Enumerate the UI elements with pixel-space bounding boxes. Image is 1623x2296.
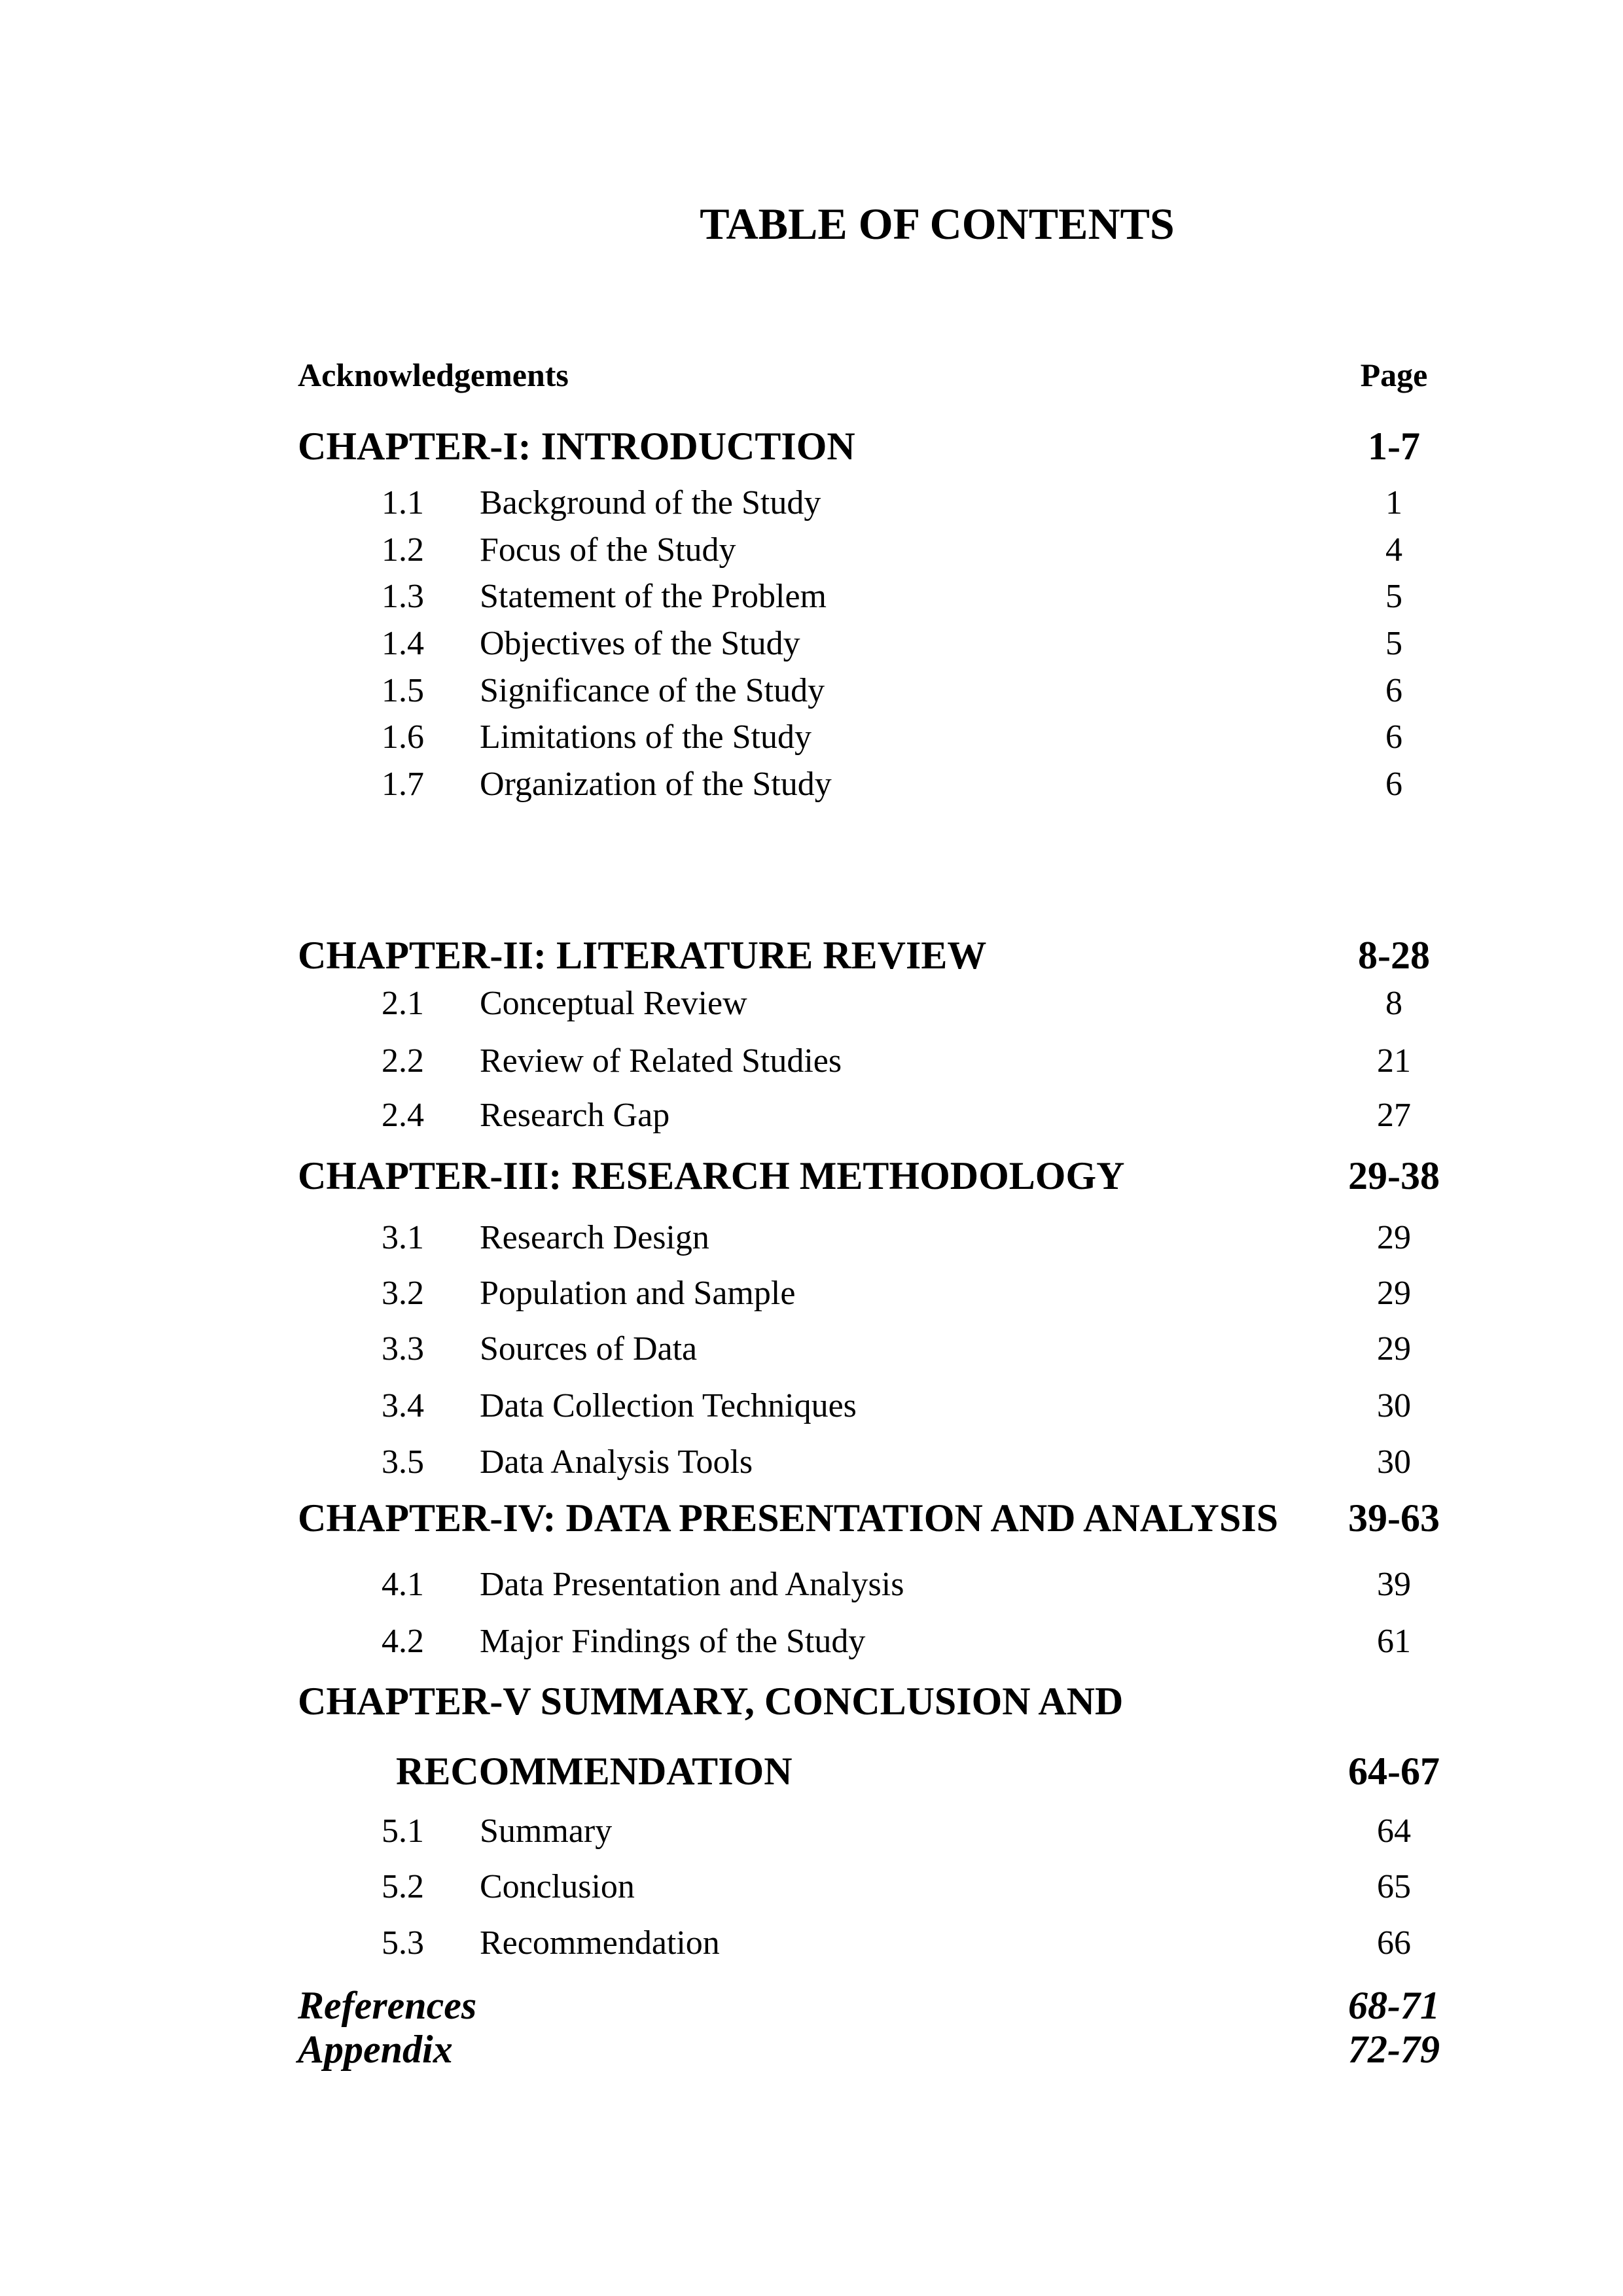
back-matter-title: References (298, 1984, 477, 2027)
item-number: 5.3 (382, 1924, 424, 1962)
item-title: Conceptual Review (480, 985, 747, 1022)
item-page: 30 (1377, 1387, 1411, 1424)
item-title: Significance of the Study (480, 672, 825, 709)
item-title: Summary (480, 1812, 613, 1850)
item-title: Population and Sample (480, 1275, 796, 1312)
item-number: 2.2 (382, 1042, 424, 1080)
acknowledgements-label: Acknowledgements (298, 357, 569, 393)
chapter-heading: CHAPTER-I: INTRODUCTION (298, 425, 855, 468)
item-number: 3.5 (382, 1443, 424, 1481)
item-title: Background of the Study (480, 484, 821, 521)
back-matter-page-range: 68-71 (1348, 1984, 1440, 2027)
chapter-page-range: 29-38 (1348, 1154, 1440, 1197)
item-page: 39 (1377, 1566, 1411, 1603)
chapter-page-range: 39-63 (1348, 1496, 1440, 1540)
item-page: 29 (1377, 1275, 1411, 1312)
item-number: 1.4 (382, 625, 424, 662)
chapter-page-range: 64-67 (1348, 1750, 1440, 1793)
item-number: 3.2 (382, 1275, 424, 1312)
item-number: 4.2 (382, 1623, 424, 1660)
item-title: Objectives of the Study (480, 625, 800, 662)
item-page: 30 (1377, 1443, 1411, 1481)
item-page: 6 (1385, 766, 1402, 803)
item-title: Limitations of the Study (480, 718, 812, 756)
item-page: 27 (1377, 1097, 1411, 1134)
item-title: Data Presentation and Analysis (480, 1566, 904, 1603)
item-number: 2.4 (382, 1097, 424, 1134)
item-title: Organization of the Study (480, 766, 832, 803)
item-number: 1.1 (382, 484, 424, 521)
chapter-heading: CHAPTER-V SUMMARY, CONCLUSION AND (298, 1680, 1124, 1723)
item-number: 1.5 (382, 672, 424, 709)
item-page: 5 (1385, 578, 1402, 615)
item-number: 2.1 (382, 985, 424, 1022)
item-title: Data Analysis Tools (480, 1443, 753, 1481)
item-number: 1.6 (382, 718, 424, 756)
item-number: 1.2 (382, 531, 424, 569)
item-title: Conclusion (480, 1868, 635, 1905)
item-page: 61 (1377, 1623, 1411, 1660)
item-page: 65 (1377, 1868, 1411, 1905)
item-number: 5.1 (382, 1812, 424, 1850)
item-title: Recommendation (480, 1924, 720, 1962)
chapter-heading: CHAPTER-III: RESEARCH METHODOLOGY (298, 1154, 1125, 1197)
item-title: Research Gap (480, 1097, 670, 1134)
item-page: 29 (1377, 1330, 1411, 1368)
item-number: 3.3 (382, 1330, 424, 1368)
page-column-header: Page (1360, 357, 1428, 393)
item-page: 6 (1385, 672, 1402, 709)
chapter-page-range: 8-28 (1358, 934, 1430, 977)
back-matter-page-range: 72-79 (1348, 2028, 1440, 2071)
item-title: Statement of the Problem (480, 578, 827, 615)
chapter-heading: CHAPTER-II: LITERATURE REVIEW (298, 934, 987, 977)
chapter-heading: CHAPTER-IV: DATA PRESENTATION AND ANALYSIS (298, 1496, 1279, 1540)
item-title: Review of Related Studies (480, 1042, 842, 1080)
item-page: 64 (1377, 1812, 1411, 1850)
item-page: 6 (1385, 718, 1402, 756)
item-title: Sources of Data (480, 1330, 698, 1368)
item-number: 3.1 (382, 1219, 424, 1256)
item-title: Data Collection Techniques (480, 1387, 857, 1424)
item-page: 8 (1385, 985, 1402, 1022)
item-title: Major Findings of the Study (480, 1623, 866, 1660)
item-page: 29 (1377, 1219, 1411, 1256)
item-page: 5 (1385, 625, 1402, 662)
item-page: 1 (1385, 484, 1402, 521)
item-page: 21 (1377, 1042, 1411, 1080)
item-number: 4.1 (382, 1566, 424, 1603)
item-number: 5.2 (382, 1868, 424, 1905)
page-title: TABLE OF CONTENTS (700, 199, 1175, 249)
chapter-page-range: 1-7 (1368, 425, 1420, 468)
chapter-heading-continuation: RECOMMENDATION (396, 1750, 793, 1793)
item-number: 1.3 (382, 578, 424, 615)
item-title: Focus of the Study (480, 531, 736, 569)
item-number: 1.7 (382, 766, 424, 803)
item-number: 3.4 (382, 1387, 424, 1424)
item-page: 66 (1377, 1924, 1411, 1962)
item-title: Research Design (480, 1219, 709, 1256)
back-matter-title: Appendix (298, 2028, 453, 2071)
item-page: 4 (1385, 531, 1402, 569)
